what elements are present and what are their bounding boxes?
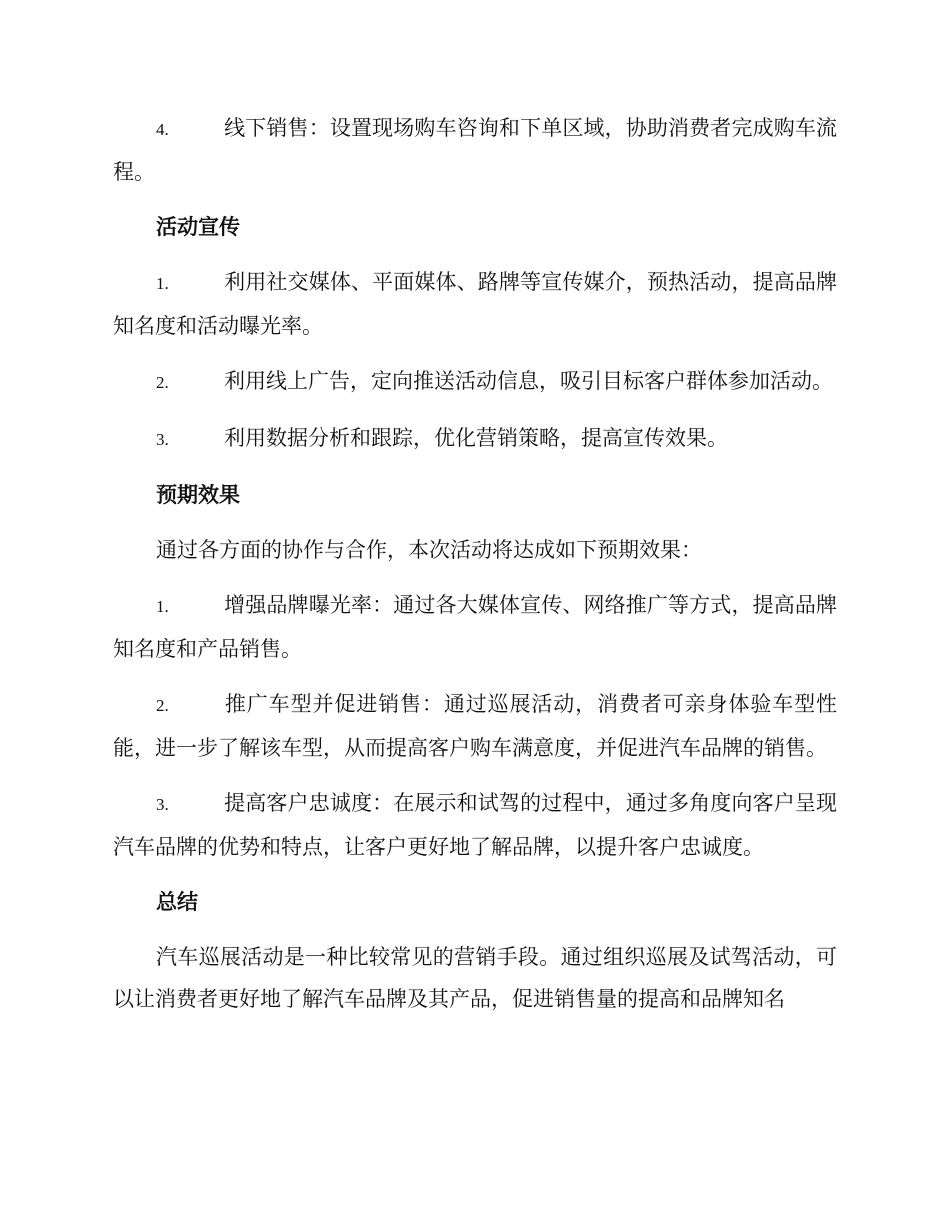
list-number: 2. bbox=[156, 373, 169, 392]
list-text: 推广车型并促进销售：通过巡展活动，消费者可亲身体验车型性能，进一步了解该车型，从而提高客户购车满意度，并促进汽车品牌的销售。 bbox=[113, 692, 837, 760]
list-text: 增强品牌曝光率：通过各大媒体宣传、网络推广等方式，提高品牌知名度和产品销售。 bbox=[113, 593, 837, 661]
list-item bbox=[113, 584, 837, 670]
list-number: 4. bbox=[156, 120, 169, 139]
list-text: 利用社交媒体、平面媒体、路牌等宣传媒介，预热活动，提高品牌知名度和活动曝光率。 bbox=[113, 270, 837, 338]
body-paragraph: 汽车巡展活动是一种比较常见的营销手段。通过组织巡展及试驾活动，可以让消费者更好地了解汽车品牌及其产品，促进销售量的提高和品牌知名 bbox=[113, 945, 837, 1011]
list-item bbox=[113, 360, 837, 404]
list-number: 3. bbox=[156, 795, 169, 814]
list-text: 利用线上广告，定向推送活动信息，吸引目标客户群体参加活动。 bbox=[224, 369, 833, 393]
list-item bbox=[113, 417, 837, 461]
body-paragraph: 通过各方面的协作与合作，本次活动将达成如下预期效果： bbox=[156, 538, 702, 562]
list-text: 提高客户忠诚度：在展示和试驾的过程中，通过多角度向客户呈现汽车品牌的优势和特点，让客户更好地了解品牌，以提升客户忠诚度。 bbox=[113, 791, 837, 859]
list-text: 利用数据分析和跟踪，优化营销策略，提高宣传效果。 bbox=[224, 426, 728, 450]
section-heading: 预期效果 bbox=[156, 483, 240, 507]
section-heading: 总结 bbox=[156, 890, 198, 914]
list-number: 3. bbox=[156, 430, 169, 449]
list-number: 1. bbox=[156, 274, 169, 293]
list-number: 2. bbox=[156, 696, 169, 715]
list-item bbox=[113, 782, 837, 868]
section-heading: 活动宣传 bbox=[156, 215, 240, 239]
list-item bbox=[113, 261, 837, 347]
list-item bbox=[113, 683, 837, 769]
list-text: 线下销售：设置现场购车咨询和下单区域，协助消费者完成购车流程。 bbox=[113, 116, 837, 184]
list-item bbox=[113, 107, 837, 193]
list-number: 1. bbox=[156, 597, 169, 616]
